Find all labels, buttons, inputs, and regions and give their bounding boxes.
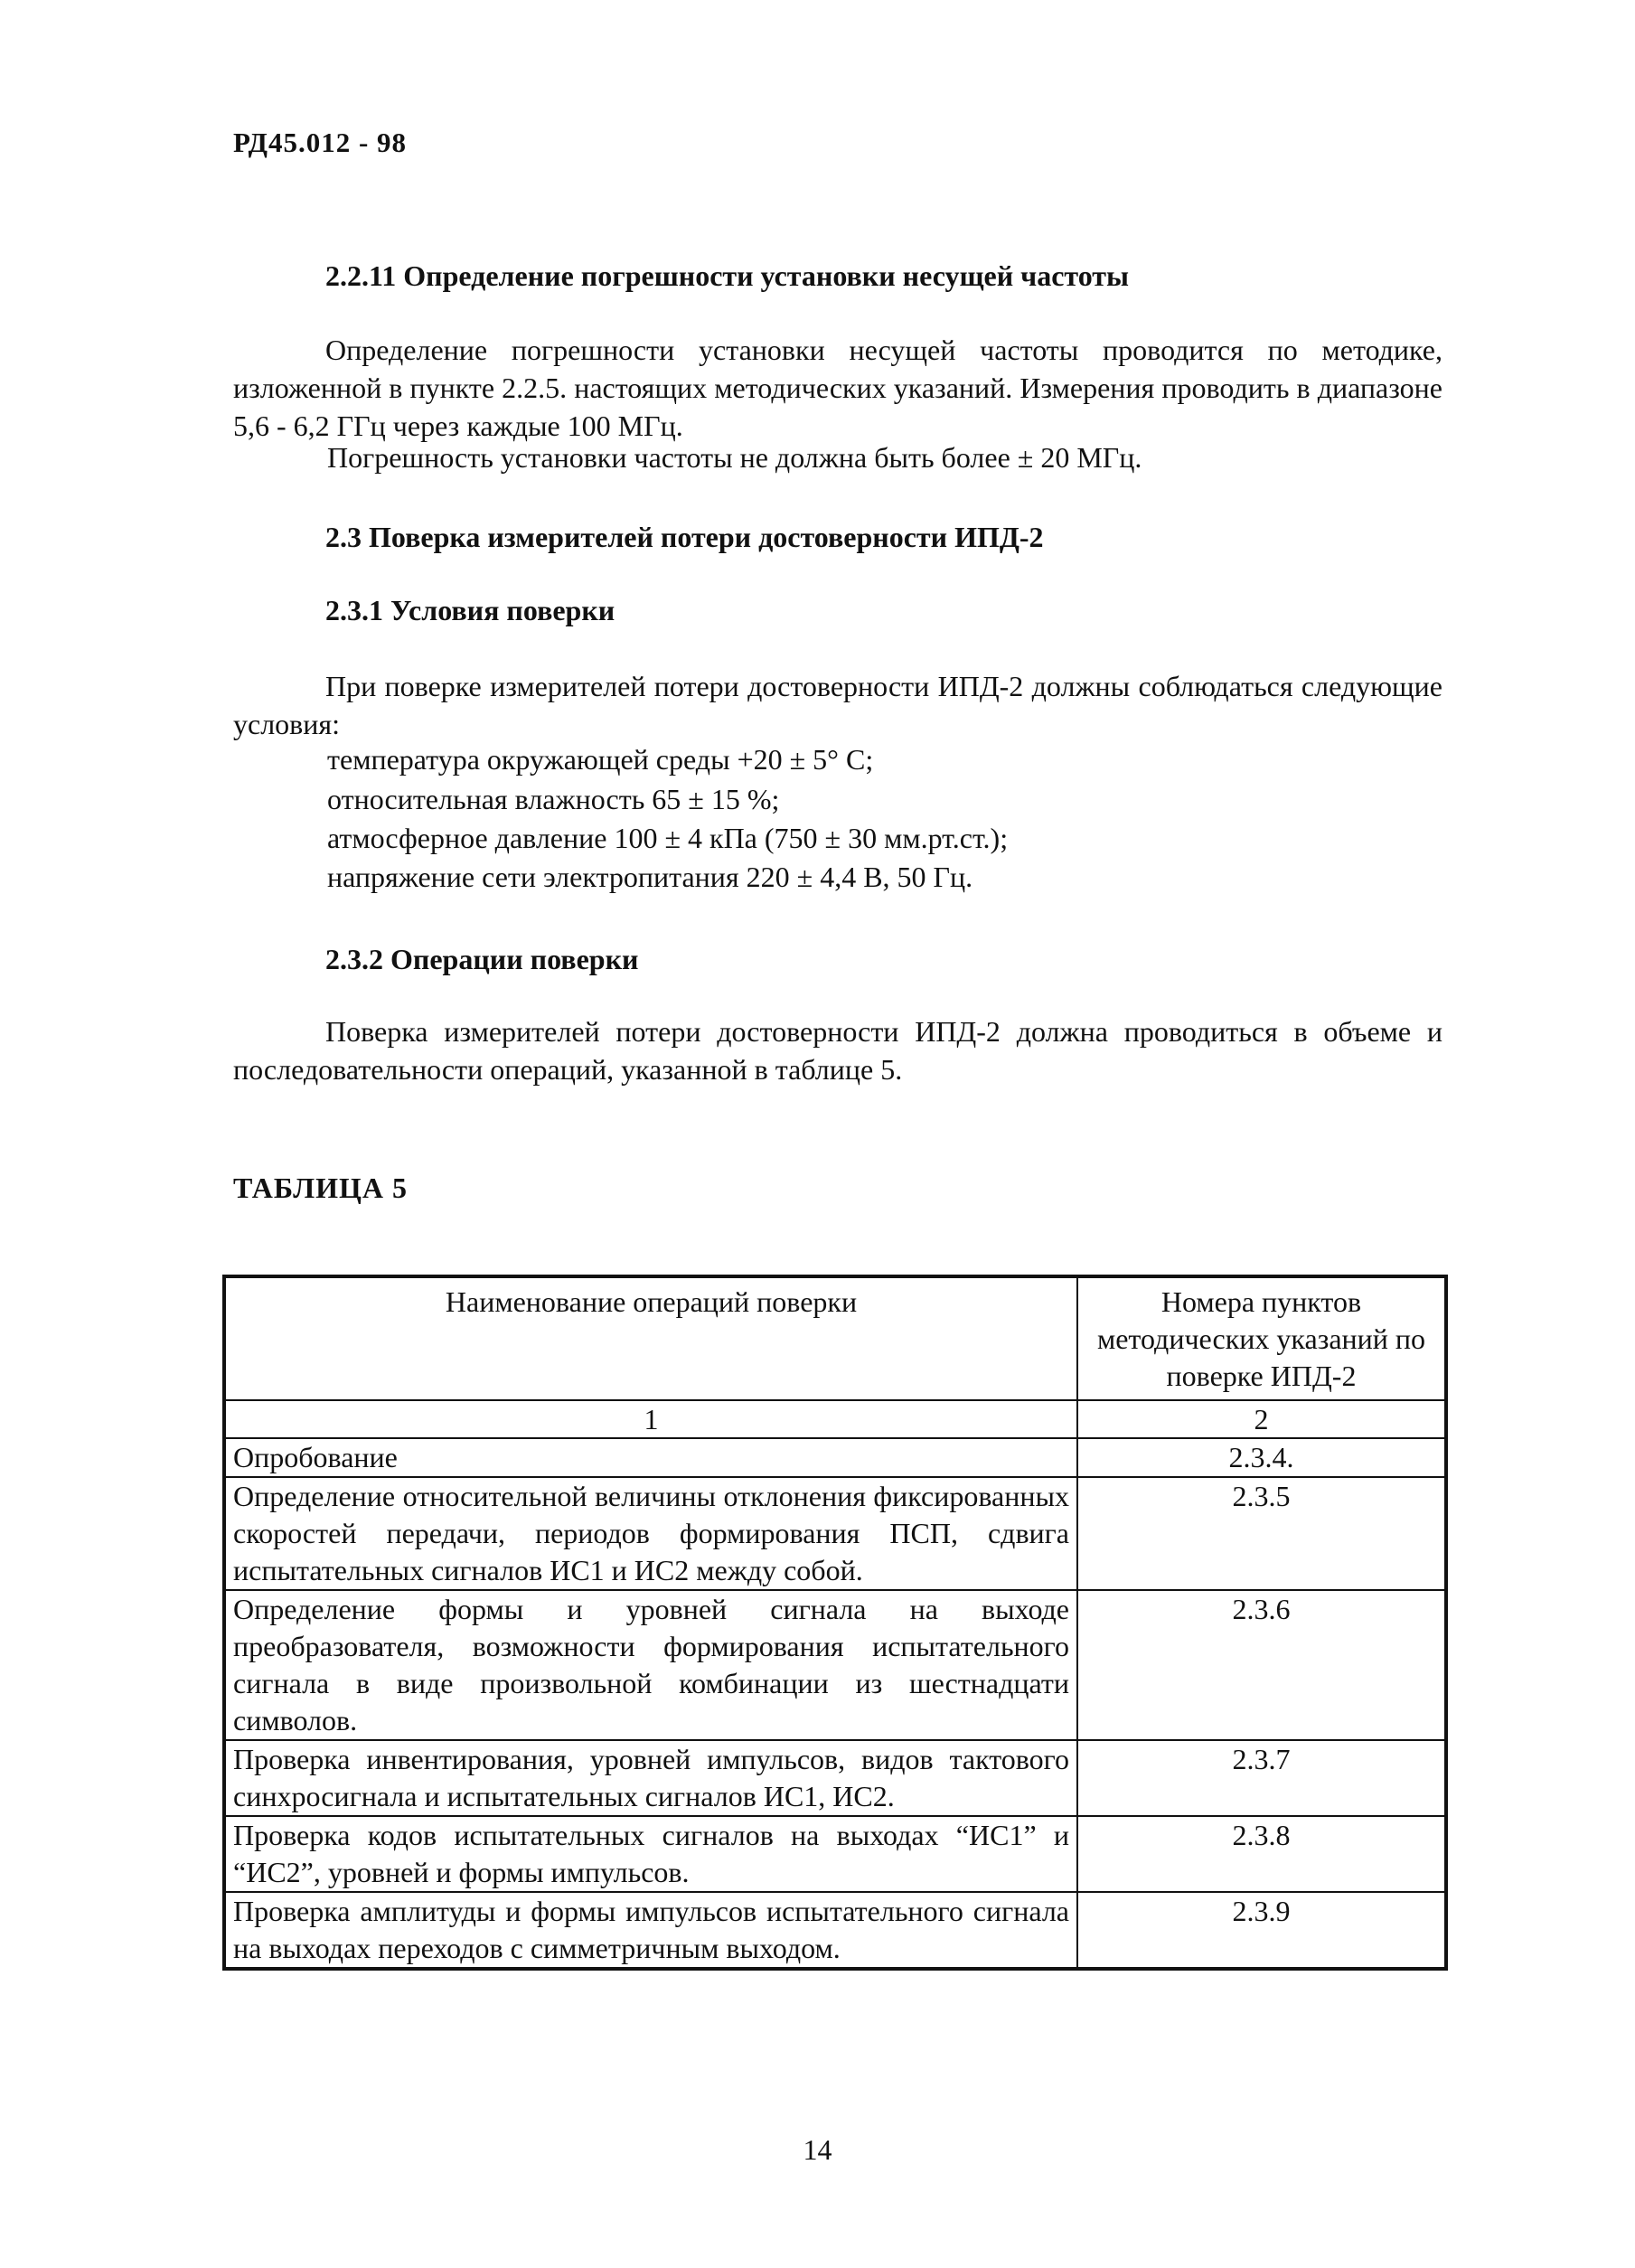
reference-cell: 2.3.5 [1077,1477,1446,1590]
table-row [224,1816,1446,1892]
section-2-3-1-intro: При поверке измерителей потери достоверности ИПД-2 должны соблюдаться следующие условия: [233,670,1442,740]
document-code: РД45.012 - 98 [233,127,408,158]
condition-voltage: напряжение сети электропитания 220 ± 4,4 В, 50 Гц. [327,861,973,893]
section-2-3-heading: 2.3 Поверка измерителей потери достоверности ИПД-2 [325,521,1044,553]
verification-operations-table [222,1275,1448,1971]
reference-cell: 2.3.7 [1077,1740,1446,1816]
section-2-3-2-heading: 2.3.2 Операции поверки [325,943,639,975]
condition-humidity: относительная влажность 65 ± 15 %; [327,783,780,815]
table-title: ТАБЛИЦА 5 [233,1172,408,1204]
operation-cell: Проверка инвентирования, уровней импульсов, видов тактового синхросигнала и испытательных сигналов ИС1, ИС2. [224,1740,1077,1816]
operation-cell: Проверка амплитуды и формы импульсов испытательного сигнала на выходах переходов с симметричным выходом. [224,1892,1077,1969]
table-row [224,1590,1446,1740]
section-2-2-11-tolerance: Погрешность установки частоты не должна быть более ± 20 МГц. [327,441,1142,474]
section-2-3-1-heading: 2.3.1 Условия поверки [325,594,615,626]
condition-pressure: атмосферное давление 100 ± 4 кПа (750 ± 30 мм.рт.ст.); [327,822,1009,854]
section-2-3-2-paragraph: Поверка измерителей потери достоверности ИПД-2 должна проводиться в объеме и последовательности операций, указанной в таблице 5. [233,1015,1442,1086]
section-2-2-11-paragraph: Определение погрешности установки несущей частоты проводится по методике, изложенной в пункте 2.2.5. настоящих методических указаний. Измерения проводить в диапазоне 5,6 - 6,2 ГГц через каждые 100 МГц. [233,334,1442,442]
condition-temperature: температура окружающей среды +20 ± 5° С; [327,743,874,776]
column-header-reference: Номера пунктов методических указаний по поверке ИПД-2 [1077,1276,1446,1400]
reference-cell: 2.3.4. [1077,1438,1446,1477]
operation-cell: Опробование [224,1438,1077,1477]
operation-cell: Проверка кодов испытательных сигналов на выходах “ИС1” и “ИС2”, уровней и формы импульсов. [224,1816,1077,1892]
table-row [224,1477,1446,1590]
reference-cell: 2.3.6 [1077,1590,1446,1740]
operation-cell: Определение формы и уровней сигнала на выходе преобразователя, возможности формирования испытательного сигнала в виде произвольной комбинации из шестнадцати символов. [224,1590,1077,1740]
page-number: 14 [803,2133,832,2166]
table-row [224,1740,1446,1816]
reference-cell: 2.3.8 [1077,1816,1446,1892]
reference-cell: 2.3.9 [1077,1892,1446,1969]
table-row [224,1892,1446,1969]
section-2-2-11-heading: 2.2.11 Определение погрешности установки несущей частоты [325,259,1129,292]
column-number-2: 2 [1077,1400,1446,1438]
column-number-1: 1 [224,1400,1077,1438]
operation-cell: Определение относительной величины отклонения фиксированных скоростей передачи, периодов формирования ПСП, сдвига испытательных сигналов ИС1 и ИС2 между собой. [224,1477,1077,1590]
column-header-operation: Наименование операций поверки [224,1276,1077,1400]
table-row [224,1438,1446,1477]
